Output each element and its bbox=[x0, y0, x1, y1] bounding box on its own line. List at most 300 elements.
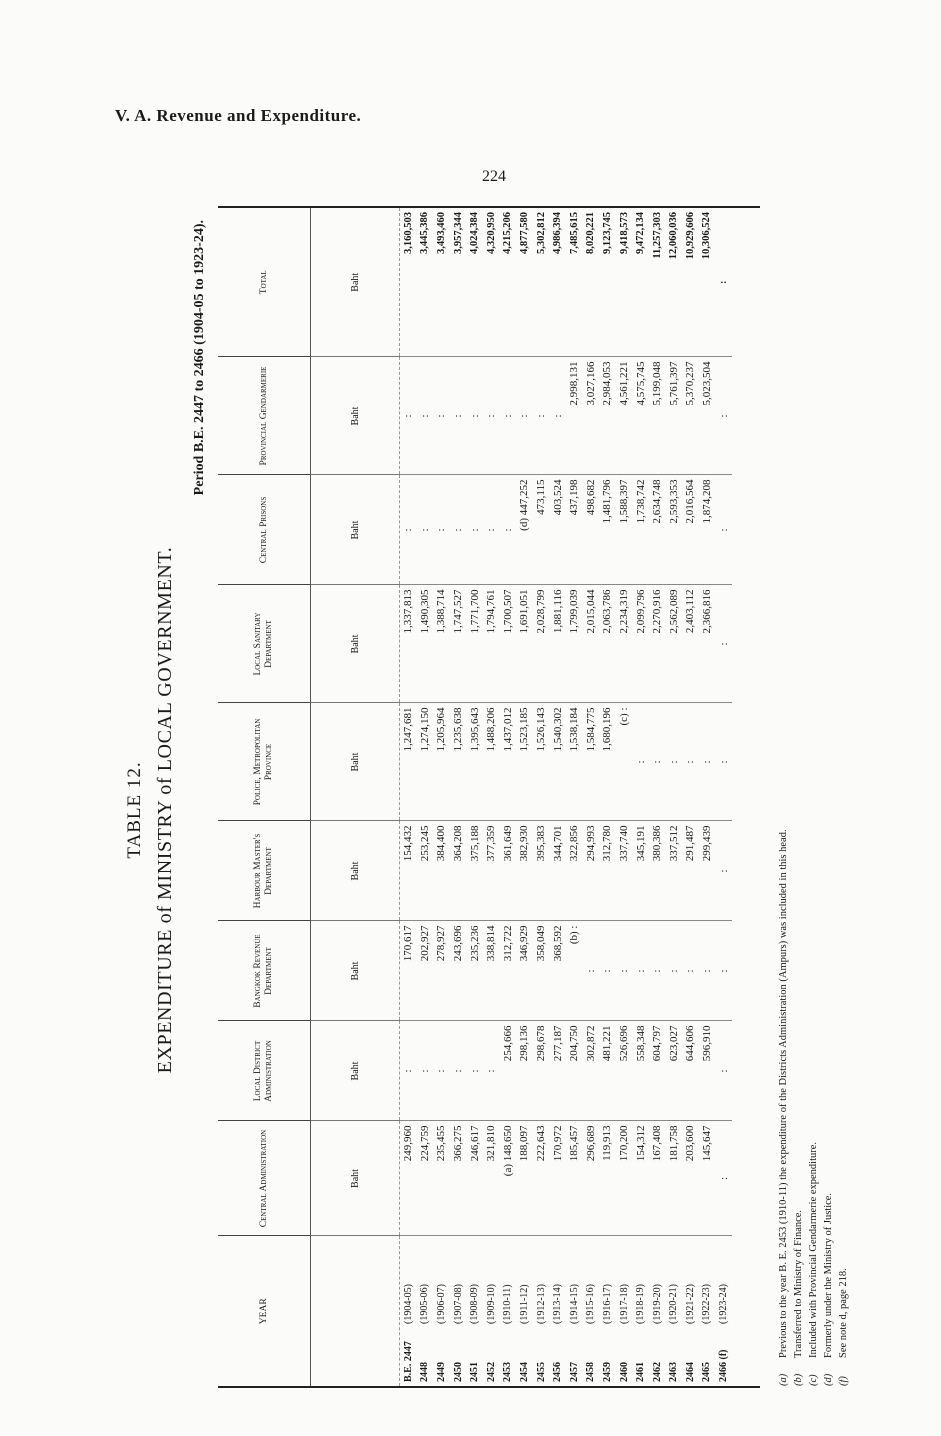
value-cell: 1,738,742 bbox=[632, 475, 649, 585]
value-cell: 1,747,527 bbox=[450, 585, 467, 703]
value-cell: 437,198 bbox=[566, 475, 583, 585]
column-header: Central Administration bbox=[218, 1121, 311, 1236]
year-ce: (1918-19) bbox=[635, 1284, 647, 1324]
value-cell: 2,234,319 bbox=[616, 585, 633, 703]
footnote bbox=[836, 226, 851, 1386]
value-cell: 2,015,044 bbox=[583, 585, 600, 703]
value-cell: : bbox=[715, 703, 732, 821]
value-cell: 299,439 bbox=[699, 821, 716, 921]
table-row bbox=[632, 208, 649, 1386]
total-cell: 7,485,615 bbox=[566, 208, 583, 357]
value-cell: 1,490,305 bbox=[417, 585, 434, 703]
table-row bbox=[466, 208, 483, 1386]
value-cell: 395,383 bbox=[533, 821, 550, 921]
table-row bbox=[682, 208, 699, 1386]
value-cell: : bbox=[666, 703, 683, 821]
value-cell: 526,696 bbox=[616, 1021, 633, 1121]
value-cell: 243,696 bbox=[450, 921, 467, 1021]
total-cell: 8,020,221 bbox=[583, 208, 600, 357]
year-be: 2449 bbox=[435, 1362, 447, 1382]
value-cell: 1,274,150 bbox=[417, 703, 434, 821]
expenditure-table-box bbox=[218, 206, 760, 1388]
total-cell: 9,472,134 bbox=[632, 208, 649, 357]
column-header: Police, Metropolitan Province bbox=[218, 703, 311, 821]
value-cell: 253,245 bbox=[417, 821, 434, 921]
total-cell: 3,957,344 bbox=[450, 208, 467, 357]
expenditure-table bbox=[218, 208, 732, 1386]
value-cell: 321,810 bbox=[483, 1121, 500, 1236]
value-cell: : bbox=[715, 475, 732, 585]
value-cell: (b) : bbox=[566, 921, 583, 1021]
value-cell: : bbox=[500, 475, 517, 585]
value-cell: : bbox=[466, 475, 483, 585]
value-cell: 154,432 bbox=[400, 821, 417, 921]
table-row bbox=[500, 208, 517, 1386]
year-ce: (1914-15) bbox=[568, 1284, 580, 1324]
value-cell: 1,584,775 bbox=[583, 703, 600, 821]
value-cell: 5,761,397 bbox=[666, 357, 683, 475]
value-cell: : bbox=[417, 357, 434, 475]
year-be: 2452 bbox=[485, 1362, 497, 1382]
total-cell: 4,024,384 bbox=[466, 208, 483, 357]
year-be: 2466 (f) bbox=[718, 1349, 730, 1382]
value-cell: 5,199,048 bbox=[649, 357, 666, 475]
value-cell: : bbox=[433, 475, 450, 585]
value-cell: : bbox=[433, 1021, 450, 1121]
unit-label: Baht bbox=[311, 821, 400, 921]
value-cell: 1,481,796 bbox=[599, 475, 616, 585]
value-cell: 375,188 bbox=[466, 821, 483, 921]
footnote bbox=[806, 226, 821, 1386]
column-header: Central Prisons bbox=[218, 475, 311, 585]
year-be: 2456 bbox=[552, 1362, 564, 1382]
value-cell: : bbox=[699, 703, 716, 821]
value-cell: 246,617 bbox=[466, 1121, 483, 1236]
year-cell bbox=[533, 1236, 550, 1386]
value-cell: 2,366,816 bbox=[699, 585, 716, 703]
year-ce: (1919-20) bbox=[651, 1284, 663, 1324]
table-number: TABLE 12. bbox=[124, 761, 145, 859]
year-be: 2453 bbox=[502, 1362, 514, 1382]
year-be: 2465 bbox=[701, 1362, 713, 1382]
value-cell: : bbox=[450, 475, 467, 585]
value-cell: 1,691,051 bbox=[516, 585, 533, 703]
year-cell bbox=[566, 1236, 583, 1386]
unit-label: Baht bbox=[311, 585, 400, 703]
value-cell: : bbox=[649, 921, 666, 1021]
table-row bbox=[549, 208, 566, 1386]
unit-label bbox=[311, 1236, 400, 1386]
value-cell: : bbox=[715, 1021, 732, 1121]
value-cell: : bbox=[533, 357, 550, 475]
year-cell bbox=[483, 1236, 500, 1386]
unit-row bbox=[311, 208, 400, 1386]
value-cell: 2,984,053 bbox=[599, 357, 616, 475]
value-cell: 1,205,964 bbox=[433, 703, 450, 821]
value-cell: : bbox=[715, 1121, 732, 1236]
table-row bbox=[483, 208, 500, 1386]
value-cell: : bbox=[549, 357, 566, 475]
value-cell: : bbox=[433, 357, 450, 475]
value-cell: 1,488,206 bbox=[483, 703, 500, 821]
table-row bbox=[450, 208, 467, 1386]
unit-label: Baht bbox=[311, 921, 400, 1021]
total-cell: 10,929,606 bbox=[682, 208, 699, 357]
value-cell: 1,337,813 bbox=[400, 585, 417, 703]
table-period: Period B.E. 2447 to 2466 (1904-05 to 1923-24). bbox=[192, 220, 207, 496]
value-cell: : bbox=[583, 921, 600, 1021]
total-cell: 3,160,503 bbox=[400, 208, 417, 357]
value-cell: : bbox=[715, 821, 732, 921]
value-cell: 5,370,237 bbox=[682, 357, 699, 475]
year-be: 2451 bbox=[469, 1362, 481, 1382]
value-cell: : bbox=[500, 357, 517, 475]
value-cell: 1,395,643 bbox=[466, 703, 483, 821]
value-cell: 1,388,714 bbox=[433, 585, 450, 703]
total-cell: 4,877,580 bbox=[516, 208, 533, 357]
year-cell bbox=[549, 1236, 566, 1386]
total-cell: 4,320,950 bbox=[483, 208, 500, 357]
value-cell: 298,136 bbox=[516, 1021, 533, 1121]
year-ce: (1905-06) bbox=[419, 1284, 431, 1324]
value-cell: 403,524 bbox=[549, 475, 566, 585]
year-be: 2463 bbox=[668, 1362, 680, 1382]
value-cell: 2,063,786 bbox=[599, 585, 616, 703]
year-cell bbox=[715, 1236, 732, 1386]
value-cell: 278,927 bbox=[433, 921, 450, 1021]
year-cell bbox=[433, 1236, 450, 1386]
value-cell: : bbox=[417, 1021, 434, 1121]
year-ce: (1920-21) bbox=[668, 1284, 680, 1324]
year-be: 2454 bbox=[518, 1362, 530, 1382]
value-cell: 623,027 bbox=[666, 1021, 683, 1121]
year-ce: (1904-05) bbox=[402, 1284, 414, 1324]
year-be: 2450 bbox=[452, 1362, 464, 1382]
value-cell: 498,682 bbox=[583, 475, 600, 585]
year-cell bbox=[466, 1236, 483, 1386]
footnote-text: Included with Provincial Gendarmerie expenditure. bbox=[808, 1141, 819, 1358]
value-cell: (d) 447,252 bbox=[516, 475, 533, 585]
value-cell: 361,649 bbox=[500, 821, 517, 921]
value-cell: 235,236 bbox=[466, 921, 483, 1021]
year-ce: (1911-12) bbox=[518, 1284, 530, 1324]
table-row bbox=[699, 208, 716, 1386]
column-header: Bangkok Revenue Department bbox=[218, 921, 311, 1021]
year-cell bbox=[616, 1236, 633, 1386]
value-cell: 4,561,221 bbox=[616, 357, 633, 475]
unit-label: Baht bbox=[311, 703, 400, 821]
year-be: 2462 bbox=[651, 1362, 663, 1382]
total-cell: 9,418,573 bbox=[616, 208, 633, 357]
total-cell: : bbox=[715, 208, 732, 357]
value-cell: : bbox=[649, 703, 666, 821]
year-be: 2464 bbox=[684, 1362, 696, 1382]
table-row bbox=[433, 208, 450, 1386]
value-cell: : bbox=[400, 357, 417, 475]
year-ce: (1908-09) bbox=[469, 1284, 481, 1324]
value-cell: 170,617 bbox=[400, 921, 417, 1021]
footnotes bbox=[776, 226, 851, 1386]
value-cell: 170,972 bbox=[549, 1121, 566, 1236]
year-cell bbox=[649, 1236, 666, 1386]
table-row bbox=[616, 208, 633, 1386]
year-ce: (1922-23) bbox=[701, 1284, 713, 1324]
value-cell: 1,700,507 bbox=[500, 585, 517, 703]
value-cell: 294,993 bbox=[583, 821, 600, 921]
footnote bbox=[821, 226, 836, 1386]
page-number: 224 bbox=[482, 168, 506, 185]
unit-label: Baht bbox=[311, 1021, 400, 1121]
value-cell: 203,600 bbox=[682, 1121, 699, 1236]
value-cell: : bbox=[715, 585, 732, 703]
total-cell: 5,302,812 bbox=[533, 208, 550, 357]
value-cell: (c) : bbox=[616, 703, 633, 821]
value-cell: : bbox=[483, 475, 500, 585]
value-cell: 644,606 bbox=[682, 1021, 699, 1121]
year-cell bbox=[500, 1236, 517, 1386]
value-cell: 473,115 bbox=[533, 475, 550, 585]
value-cell: 380,386 bbox=[649, 821, 666, 921]
value-cell: 366,275 bbox=[450, 1121, 467, 1236]
value-cell: : bbox=[699, 921, 716, 1021]
year-ce: (1915-16) bbox=[585, 1284, 597, 1324]
value-cell: : bbox=[632, 703, 649, 821]
section-heading: V. A. Revenue and Expenditure. bbox=[115, 106, 362, 125]
value-cell: 384,400 bbox=[433, 821, 450, 921]
value-cell: 2,593,353 bbox=[666, 475, 683, 585]
unit-label: Baht bbox=[311, 357, 400, 475]
column-header: Harbour Master's Department bbox=[218, 821, 311, 921]
column-header: Local District Administration bbox=[218, 1021, 311, 1121]
value-cell: 1,247,681 bbox=[400, 703, 417, 821]
value-cell: : bbox=[483, 357, 500, 475]
year-be: 2458 bbox=[585, 1362, 597, 1382]
value-cell: 358,049 bbox=[533, 921, 550, 1021]
table-row bbox=[566, 208, 583, 1386]
year-cell bbox=[417, 1236, 434, 1386]
table-row bbox=[715, 208, 732, 1386]
value-cell: 312,722 bbox=[500, 921, 517, 1021]
value-cell: 2,028,799 bbox=[533, 585, 550, 703]
footnote-text: See note d, page 218. bbox=[838, 1268, 849, 1358]
unit-label: Baht bbox=[311, 208, 400, 357]
value-cell: 119,913 bbox=[599, 1121, 616, 1236]
column-header: Provincial Gendarmerie bbox=[218, 357, 311, 475]
value-cell: : bbox=[466, 357, 483, 475]
year-cell bbox=[516, 1236, 533, 1386]
value-cell: 2,099,796 bbox=[632, 585, 649, 703]
total-cell: 4,986,394 bbox=[549, 208, 566, 357]
year-cell bbox=[632, 1236, 649, 1386]
year-cell bbox=[666, 1236, 683, 1386]
value-cell: 1,523,185 bbox=[516, 703, 533, 821]
value-cell: 368,592 bbox=[549, 921, 566, 1021]
value-cell: 337,512 bbox=[666, 821, 683, 921]
value-cell: 2,562,089 bbox=[666, 585, 683, 703]
value-cell: 1,874,208 bbox=[699, 475, 716, 585]
value-cell: 3,027,166 bbox=[583, 357, 600, 475]
year-be: 2459 bbox=[601, 1362, 613, 1382]
table-row bbox=[583, 208, 600, 1386]
table-row bbox=[516, 208, 533, 1386]
value-cell: 558,348 bbox=[632, 1021, 649, 1121]
total-cell: 3,445,386 bbox=[417, 208, 434, 357]
value-cell: 2,403,112 bbox=[682, 585, 699, 703]
value-cell: 235,455 bbox=[433, 1121, 450, 1236]
value-cell: 338,814 bbox=[483, 921, 500, 1021]
value-cell: 1,235,638 bbox=[450, 703, 467, 821]
value-cell: 322,856 bbox=[566, 821, 583, 921]
value-cell: : bbox=[450, 357, 467, 475]
value-cell: 145,647 bbox=[699, 1121, 716, 1236]
value-cell: : bbox=[682, 703, 699, 821]
value-cell: 254,666 bbox=[500, 1021, 517, 1121]
column-header: Total bbox=[218, 208, 311, 357]
value-cell: : bbox=[417, 475, 434, 585]
value-cell: 346,929 bbox=[516, 921, 533, 1021]
column-header: Local Sanitary Department bbox=[218, 585, 311, 703]
value-cell: 5,023,504 bbox=[699, 357, 716, 475]
value-cell: 1,588,397 bbox=[616, 475, 633, 585]
rotated-table-page bbox=[110, 20, 941, 1400]
value-cell: : bbox=[682, 921, 699, 1021]
total-cell: 11,257,303 bbox=[649, 208, 666, 357]
footnote-text: Previous to the year B. E. 2453 (1910-11) the expenditure of the Districts Administration (Ampurs) was included in this head. bbox=[778, 829, 789, 1358]
year-cell bbox=[699, 1236, 716, 1386]
value-cell: : bbox=[715, 357, 732, 475]
value-cell: 1,881,116 bbox=[549, 585, 566, 703]
value-cell: 312,780 bbox=[599, 821, 616, 921]
value-cell: 2,998,131 bbox=[566, 357, 583, 475]
year-cell bbox=[599, 1236, 616, 1386]
total-cell: 4,215,206 bbox=[500, 208, 517, 357]
value-cell: 167,408 bbox=[649, 1121, 666, 1236]
value-cell: 154,312 bbox=[632, 1121, 649, 1236]
value-cell: : bbox=[483, 1021, 500, 1121]
year-ce: (1913-14) bbox=[552, 1284, 564, 1324]
value-cell: 337,740 bbox=[616, 821, 633, 921]
value-cell: 596,910 bbox=[699, 1021, 716, 1121]
footnote-mark: (f) bbox=[838, 1376, 849, 1386]
value-cell: 1,794,761 bbox=[483, 585, 500, 703]
footnote-mark: (b) bbox=[793, 1373, 804, 1386]
value-cell: 1,526,143 bbox=[533, 703, 550, 821]
footnote-text: Transferred to Ministry of Finance. bbox=[793, 1209, 804, 1358]
value-cell: 382,930 bbox=[516, 821, 533, 921]
value-cell: 222,643 bbox=[533, 1121, 550, 1236]
table-title: EXPENDITURE of MINISTRY of LOCAL GOVERNMENT. bbox=[154, 546, 176, 1074]
value-cell: 345,191 bbox=[632, 821, 649, 921]
value-cell: : bbox=[450, 1021, 467, 1121]
year-be: B.E. 2447 bbox=[402, 1341, 414, 1382]
value-cell: 1,540,302 bbox=[549, 703, 566, 821]
value-cell: : bbox=[516, 357, 533, 475]
value-cell: 181,758 bbox=[666, 1121, 683, 1236]
footnote-mark: (d) bbox=[823, 1373, 834, 1386]
footnote-text: Formerly under the Ministry of Justice. bbox=[823, 1192, 834, 1358]
value-cell: : bbox=[400, 475, 417, 585]
year-be: 2448 bbox=[419, 1362, 431, 1382]
column-header-row bbox=[218, 208, 311, 1386]
value-cell: 377,359 bbox=[483, 821, 500, 921]
value-cell: 277,187 bbox=[549, 1021, 566, 1121]
value-cell: 170,200 bbox=[616, 1121, 633, 1236]
value-cell: : bbox=[715, 921, 732, 1021]
unit-label: Baht bbox=[311, 475, 400, 585]
value-cell: 224,759 bbox=[417, 1121, 434, 1236]
value-cell: 481,221 bbox=[599, 1021, 616, 1121]
unit-label: Baht bbox=[311, 1121, 400, 1236]
value-cell: 4,575,745 bbox=[632, 357, 649, 475]
value-cell: 2,634,748 bbox=[649, 475, 666, 585]
value-cell: 1,771,700 bbox=[466, 585, 483, 703]
value-cell: 344,701 bbox=[549, 821, 566, 921]
year-ce: (1923-24) bbox=[718, 1284, 730, 1324]
value-cell: 604,797 bbox=[649, 1021, 666, 1121]
value-cell: : bbox=[632, 921, 649, 1021]
value-cell: 296,689 bbox=[583, 1121, 600, 1236]
value-cell: 204,750 bbox=[566, 1021, 583, 1121]
value-cell: : bbox=[666, 921, 683, 1021]
total-cell: 3,493,460 bbox=[433, 208, 450, 357]
footnote bbox=[776, 226, 791, 1386]
table-row bbox=[417, 208, 434, 1386]
value-cell: 185,457 bbox=[566, 1121, 583, 1236]
footnote bbox=[791, 226, 806, 1386]
total-cell: 10,306,524 bbox=[699, 208, 716, 357]
value-cell: : bbox=[400, 1021, 417, 1121]
value-cell: : bbox=[599, 921, 616, 1021]
column-header: YEAR bbox=[218, 1236, 311, 1386]
table-row bbox=[666, 208, 683, 1386]
value-cell: 298,678 bbox=[533, 1021, 550, 1121]
footnote-mark: (a) bbox=[778, 1373, 789, 1386]
value-cell: 2,270,916 bbox=[649, 585, 666, 703]
value-cell: 1,437,012 bbox=[500, 703, 517, 821]
year-cell bbox=[450, 1236, 467, 1386]
year-ce: (1912-13) bbox=[535, 1284, 547, 1324]
table-row bbox=[533, 208, 550, 1386]
total-cell: 12,060,036 bbox=[666, 208, 683, 357]
table-row bbox=[400, 208, 417, 1386]
value-cell: (a) 148,650 bbox=[500, 1121, 517, 1236]
value-cell: 1,680,196 bbox=[599, 703, 616, 821]
table-row bbox=[649, 208, 666, 1386]
year-cell bbox=[682, 1236, 699, 1386]
value-cell: 202,927 bbox=[417, 921, 434, 1021]
year-ce: (1917-18) bbox=[618, 1284, 630, 1324]
year-ce: (1921-22) bbox=[684, 1284, 696, 1324]
year-ce: (1910-11) bbox=[502, 1284, 514, 1324]
value-cell: 1,538,184 bbox=[566, 703, 583, 821]
value-cell: 291,487 bbox=[682, 821, 699, 921]
value-cell: 1,799,039 bbox=[566, 585, 583, 703]
year-be: 2460 bbox=[618, 1362, 630, 1382]
value-cell: 364,208 bbox=[450, 821, 467, 921]
table-body bbox=[311, 208, 732, 1386]
year-ce: (1909-10) bbox=[485, 1284, 497, 1324]
footnote-mark: (c) bbox=[808, 1374, 819, 1386]
year-cell bbox=[583, 1236, 600, 1386]
value-cell: : bbox=[616, 921, 633, 1021]
value-cell: : bbox=[466, 1021, 483, 1121]
year-ce: (1916-17) bbox=[601, 1284, 613, 1324]
year-be: 2457 bbox=[568, 1362, 580, 1382]
year-ce: (1906-07) bbox=[435, 1284, 447, 1324]
year-cell bbox=[400, 1236, 417, 1386]
year-ce: (1907-08) bbox=[452, 1284, 464, 1324]
total-cell: 9,123,745 bbox=[599, 208, 616, 357]
